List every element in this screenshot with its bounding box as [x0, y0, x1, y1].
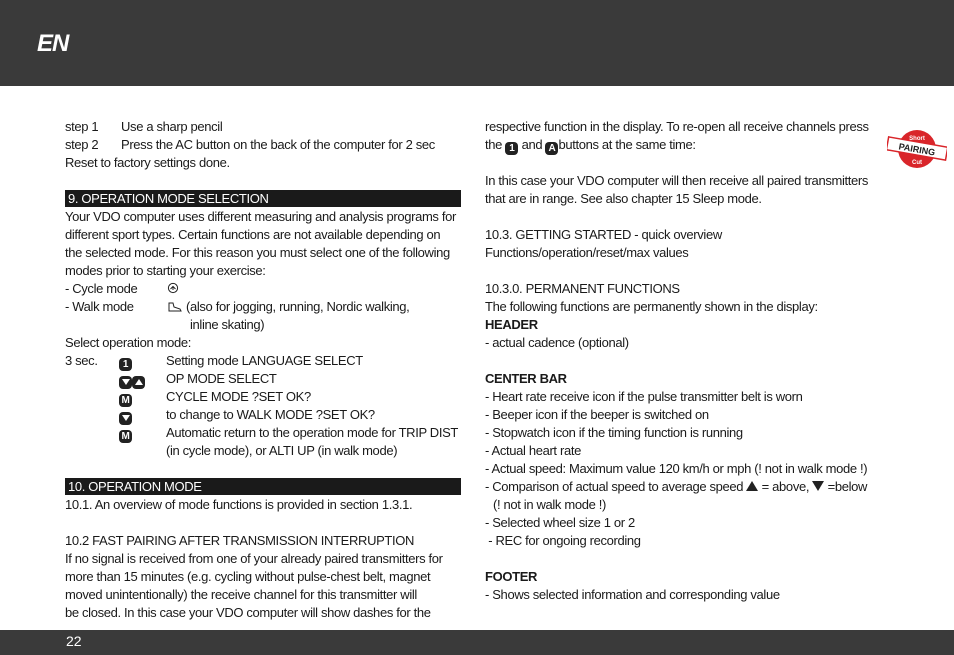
instruction-text: to change to WALK MODE ?SET OK? — [166, 407, 375, 422]
step-2-label: step 2 — [65, 137, 99, 152]
list-item: - Shows selected information and corresponding value — [485, 587, 780, 602]
key-group — [119, 352, 132, 371]
paragraph-line: respective function in the display. To re-open all receive channels press — [485, 119, 869, 134]
instruction-row-auto — [65, 424, 461, 442]
section-9-paragraph: modes prior to starting your exercise: — [65, 263, 266, 278]
step-1-label: step 1 — [65, 119, 99, 134]
center-bar-heading: CENTER BAR — [485, 371, 567, 386]
key-group — [119, 424, 132, 443]
instruction-text: Automatic return to the operation mode for TRIP DIST — [166, 425, 459, 440]
button-1-icon: 1 — [119, 358, 132, 371]
paragraph-line — [485, 136, 885, 154]
key-group — [119, 406, 132, 425]
section-10-3-0-title: 10.3.0. PERMANENT FUNCTIONS — [485, 281, 680, 296]
list-item: - Actual speed: Maximum value 120 km/h or mph (! not in walk mode !) — [485, 461, 868, 476]
list-item: - REC for ongoing recording — [485, 533, 641, 548]
badge-bottom-text: Cut — [912, 160, 922, 166]
step-1-text: Use a sharp pencil — [121, 119, 223, 134]
instruction-row-cycle — [65, 388, 461, 406]
key-group — [119, 370, 145, 389]
paragraph-line: Functions/operation/reset/max values — [485, 245, 689, 260]
list-item — [485, 478, 885, 496]
instruction-row-walk — [65, 406, 461, 424]
step-2-text: Press the AC button on the back of the computer for 2 sec — [121, 137, 435, 152]
text-fragment: the — [485, 137, 503, 152]
text-fragment: - Comparison of actual speed to average speed — [485, 479, 744, 494]
header-heading: HEADER — [485, 317, 538, 332]
section-10-1-text: 10.1. An overview of mode functions is provided in section 1.3.1. — [65, 497, 413, 512]
footer-heading: FOOTER — [485, 569, 538, 584]
text-fragment: = above, — [761, 479, 810, 494]
button-1-icon: 1 — [505, 142, 518, 155]
three-sec-label: 3 sec. — [65, 353, 98, 368]
instruction-row-language — [65, 352, 461, 370]
page-number: 22 — [66, 633, 82, 649]
shortcut-pairing-badge — [887, 127, 947, 171]
triangle-down-icon — [812, 481, 824, 491]
instruction-text: OP MODE SELECT — [166, 371, 277, 386]
button-m-icon: M — [119, 430, 132, 443]
list-item: - Heart rate receive icon if the pulse transmitter belt is worn — [485, 389, 803, 404]
list-item: - Beeper icon if the beeper is switched on — [485, 407, 709, 422]
button-a-icon: A — [545, 142, 558, 155]
cycle-mode-label: - Cycle mode — [65, 281, 138, 296]
section-10-2-paragraph: moved unintentionally) the receive channel for this transmitter will — [65, 587, 417, 602]
walk-mode-row — [65, 298, 461, 316]
language-label: EN — [37, 30, 69, 57]
text-fragment: buttons at the same time: — [558, 137, 696, 152]
walk-mode-note-row — [65, 316, 461, 334]
list-item: - Stopwatch icon if the timing function is running — [485, 425, 743, 440]
page-footer — [0, 630, 954, 655]
instruction-text: (in cycle mode), or ALTI UP (in walk mode) — [166, 443, 398, 458]
text-fragment: and — [521, 137, 543, 152]
section-10-3-title: 10.3. GETTING STARTED - quick overview — [485, 227, 722, 242]
instruction-row-auto-cont — [65, 442, 461, 460]
section-10-2-paragraph: be closed. In this case your VDO computer will show dashes for the — [65, 605, 431, 620]
step-2 — [65, 136, 461, 154]
list-item: - actual cadence (optional) — [485, 335, 629, 350]
list-item: - Selected wheel size 1 or 2 — [485, 515, 635, 530]
walk-mode-note-2: inline skating) — [190, 317, 265, 332]
paragraph-line: that are in range. See also chapter 15 Sleep mode. — [485, 191, 762, 206]
bicycle-icon — [167, 281, 179, 299]
list-item: - Actual heart rate — [485, 443, 581, 458]
section-9-paragraph: different sport types. Certain functions are not available depending on — [65, 227, 441, 242]
instruction-row-op-mode — [65, 370, 461, 388]
select-operation-text: Select operation mode: — [65, 335, 191, 350]
list-item: (! not in walk mode !) — [493, 497, 606, 512]
step-1 — [65, 118, 461, 136]
page-header — [0, 0, 954, 86]
text-fragment: =below — [827, 479, 868, 494]
walk-mode-label: - Walk mode — [65, 299, 134, 314]
section-10-title: 10. OPERATION MODE — [65, 478, 461, 495]
paragraph-line: The following functions are permanently shown in the display: — [485, 299, 818, 314]
triangle-up-icon — [746, 481, 758, 491]
right-column — [485, 118, 885, 604]
button-m-icon: M — [119, 394, 132, 407]
paragraph-line: In this case your VDO computer will then receive all paired transmitters — [485, 173, 869, 188]
instruction-text: CYCLE MODE ?SET OK? — [166, 389, 311, 404]
section-10-2-paragraph: If no signal is received from one of your already paired transmitters for — [65, 551, 443, 566]
walk-mode-note: (also for jogging, running, Nordic walking, — [186, 299, 410, 314]
section-9-paragraph: the selected mode. For this reason you must select one of the following — [65, 245, 450, 260]
reset-text: Reset to factory settings done. — [65, 155, 230, 170]
section-9-title: 9. OPERATION MODE SELECTION — [65, 190, 461, 207]
badge-middle-text: PAIRING — [897, 141, 936, 158]
section-10-2-paragraph: more than 15 minutes (e.g. cycling without pulse-chest belt, magnet — [65, 569, 431, 584]
left-column — [65, 118, 461, 622]
cycle-mode-row — [65, 280, 461, 298]
key-group — [119, 388, 132, 407]
section-9-paragraph: Your VDO computer uses different measuring and analysis programs for — [65, 209, 456, 224]
badge-top-text: Short — [909, 136, 925, 142]
section-10-2-title: 10.2 FAST PAIRING AFTER TRANSMISSION INTERRUPTION — [65, 533, 415, 548]
instruction-text: Setting mode LANGUAGE SELECT — [166, 353, 363, 368]
